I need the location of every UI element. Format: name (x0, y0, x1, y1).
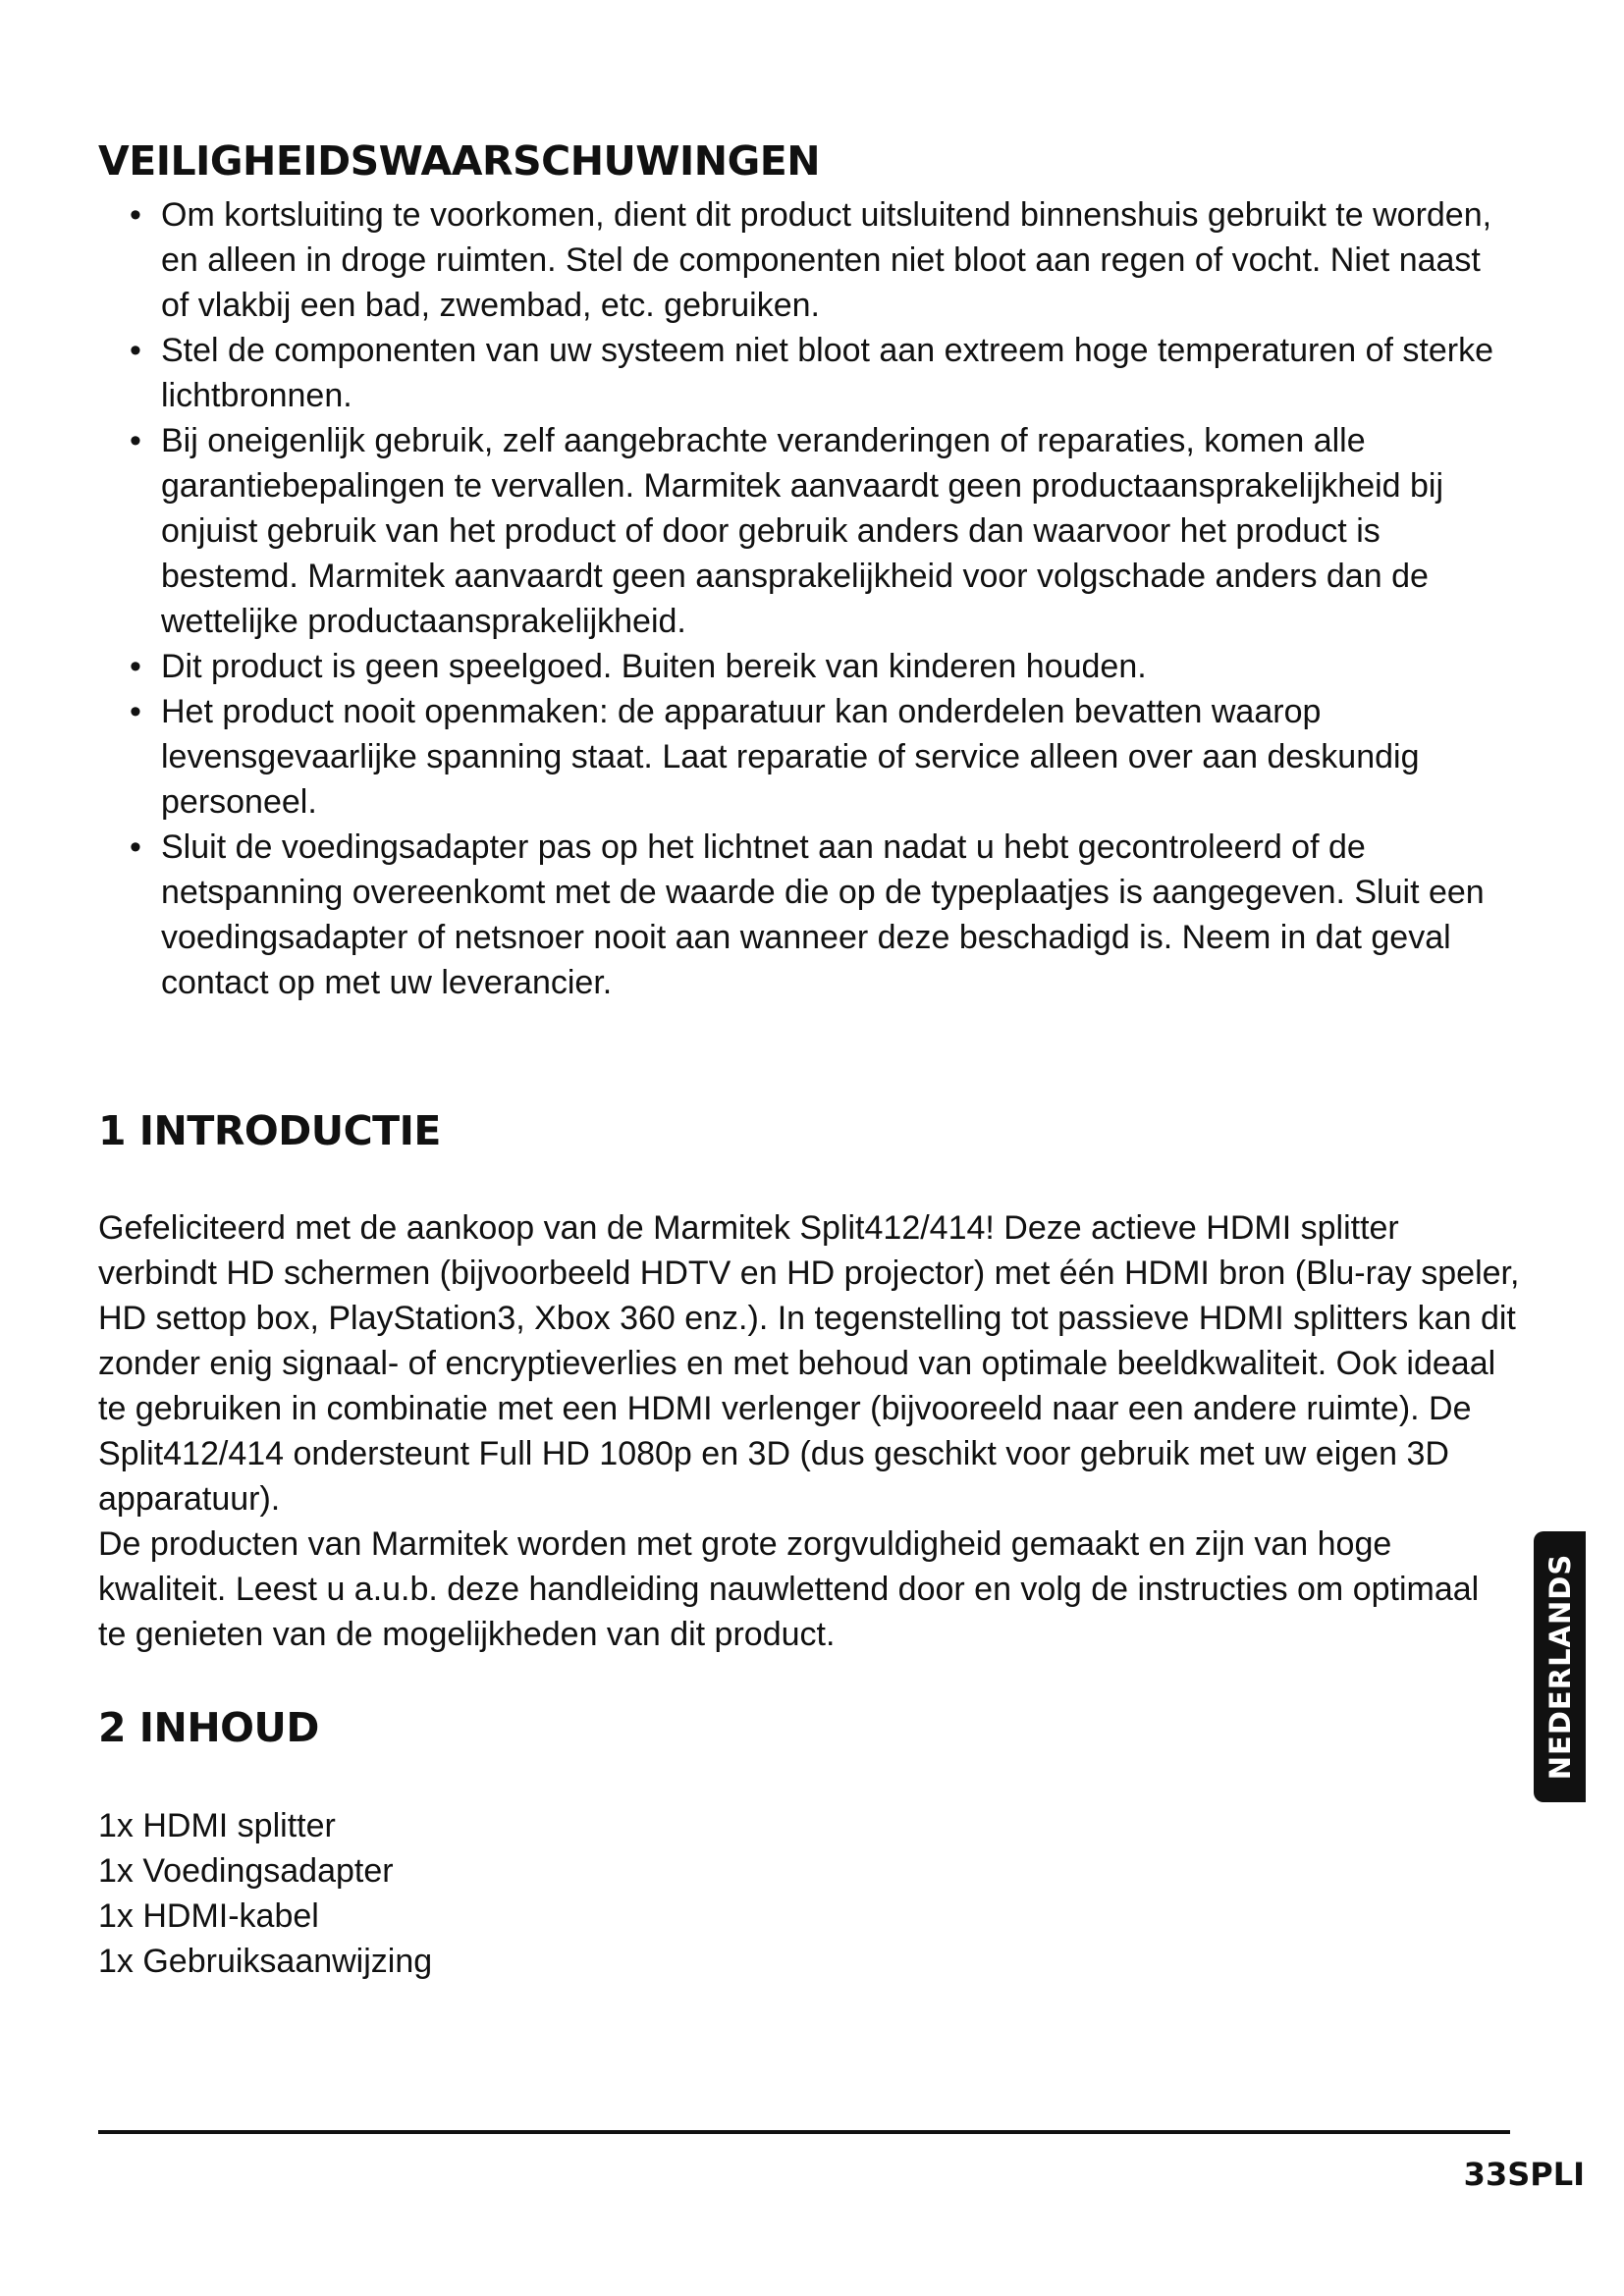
list-item-text: Het product nooit openmaken: de apparatuur kan onderdelen bevatten waarop levensgevaarlijke spanning staat. Laat reparatie of service alleen over aan deskundig personeel. (161, 693, 1420, 821)
list-item (98, 825, 1512, 1005)
safety-warnings-list (98, 192, 1512, 1005)
list-item (98, 418, 1512, 644)
introduction-paragraph-quality: De producten van Marmitek worden met grote zorgvuldigheid gemaakt en zijn van hoge kwaliteit. Leest u a.u.b. deze handleiding nauwlettend door en volg de instructies om optimaal te genieten van de mogelijkheden van dit product. (98, 1525, 1480, 1653)
list-item (98, 644, 1512, 689)
list-item (98, 328, 1512, 418)
introduction-paragraph: Gefeliciteerd met de aankoop van de Marmitek Split412/414! Deze actieve HDMI splitter verbindt HD schermen (bijvoorbeeld HDTV en HD projector) met één HDMI bron (Blu-ray speler, HD settop box, PlayStation3, Xbox 360 enz.). In tegenstelling tot passieve HDMI splitters kan dit zonder enig signaal- of encryptieverlies en met behoud van optimale beeldkwaliteit. Ook ideaal te gebruiken in combinatie met een HDMI verlenger (bijvooreeld naar een andere ruimte). De Split412/414 ondersteunt Full HD 1080p en 3D (dus geschikt voor gebruik met uw eigen 3D apparatuur). (98, 1209, 1520, 1518)
list-item (98, 192, 1512, 328)
bullet-icon: • (130, 648, 141, 685)
list-item: 1x HDMI splitter (98, 1807, 336, 1844)
bullet-icon: • (130, 422, 141, 459)
introduction-heading: 1 INTRODUCTIE (98, 1107, 441, 1154)
contents-list (98, 1803, 432, 1984)
language-tab (1534, 1531, 1586, 1802)
bullet-icon: • (130, 828, 141, 866)
page-number: 33SPLI (1463, 2156, 1585, 2193)
safety-heading: VEILIGHEIDSWAARSCHUWINGEN (98, 137, 821, 185)
list-item-text: Dit product is geen speelgoed. Buiten bereik van kinderen houden. (161, 648, 1147, 685)
footer-divider (98, 2130, 1510, 2134)
list-item: 1x Gebruiksaanwijzing (98, 1943, 433, 1980)
list-item-text: Om kortsluiting te voorkomen, dient dit product uitsluitend binnenshuis gebruikt te worden, en alleen in droge ruimten. Stel de componenten niet bloot aan regen of vocht. Niet naast of vlakbij een bad, zwembad, etc. gebruiken. (161, 196, 1492, 324)
list-item: 1x HDMI-kabel (98, 1897, 319, 1935)
bullet-icon: • (130, 693, 141, 730)
list-item-text: Stel de componenten van uw systeem niet bloot aan extreem hoge temperaturen of sterke lichtbronnen. (161, 332, 1494, 414)
list-item (98, 689, 1512, 825)
bullet-icon: • (130, 196, 141, 234)
list-item: 1x Voedingsadapter (98, 1852, 394, 1890)
list-item-text: Sluit de voedingsadapter pas op het lichtnet aan nadat u hebt gecontroleerd of de netspanning overeenkomt met de waarde die op de typeplaatjes is aangegeven. Sluit een voedingsadapter of netsnoer nooit aan wanneer deze beschadigd is. Neem in dat geval contact op met uw leverancier. (161, 828, 1485, 1001)
language-tab-label: NEDERLANDS (1543, 1553, 1577, 1781)
list-item-text: Bij oneigenlijk gebruik, zelf aangebrachte veranderingen of reparaties, komen alle garantiebepalingen te vervallen. Marmitek aanvaardt geen productaansprakelijkheid bij onjuist gebruik van het product of door gebruik anders dan waarvoor het product is bestemd. Marmitek aanvaardt geen aansprakelijkheid voor volgschade anders dan de wettelijke productaansprakelijkheid. (161, 422, 1444, 640)
contents-heading: 2 INHOUD (98, 1704, 319, 1751)
bullet-icon: • (130, 332, 141, 369)
